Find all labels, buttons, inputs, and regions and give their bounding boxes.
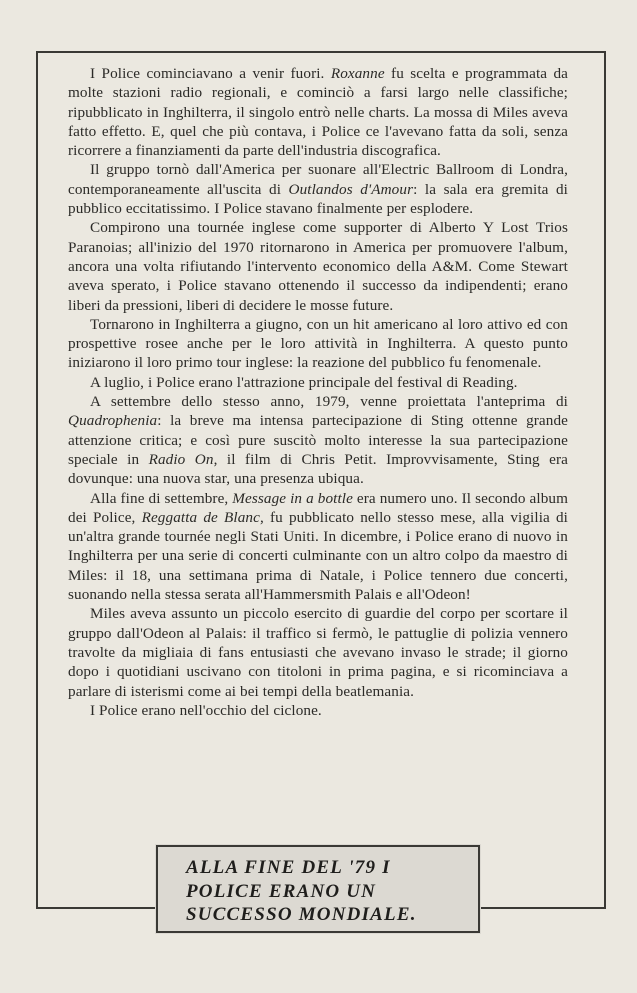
text-segment: : la sala era gremita di pubblico eccitatissimo. I Police stavano finalmente per esplodere. xyxy=(68,180,569,218)
text-segment: Miles aveva assunto un piccolo esercito di guardie del corpo per scortare il gruppo dall'Odeon al Palais: il traffico si fermò, le pattuglie di polizia vennero travolte da migliaia di fans entusiasti che avevano invaso le strade; il giorno dopo i quotidiani uscivano con titoloni in prima pagina, e si ricominciava a parlare di isterismi come ai bei tempi della beatlemania. xyxy=(68,605,568,700)
text-segment: Alla fine di settembre, xyxy=(90,489,233,507)
headline-line: POLICE ERANO UN xyxy=(186,880,377,902)
italic-title: Quadrophenia xyxy=(68,412,158,430)
paragraph xyxy=(68,218,568,314)
text-segment: fu scelta e programmata da molte stazioni radio regionali, e cominciò a farsi largo nelle classifiche; ripubblicato in Inghilterra, il singolo entrò nelle charts. La mossa di Miles aveva fatto effetto. E, quel che più contava, i Police ce l'avevano fatta da soli, senza ricorrere a finanziamenti da parte dell'industria discografica. xyxy=(68,65,569,160)
italic-title: Radio On xyxy=(148,450,214,468)
italic-title: Roxanne xyxy=(330,65,385,82)
text-segment: A luglio, i Police erano l'attrazione principale del festival di Reading. xyxy=(90,373,518,391)
paragraph xyxy=(68,64,568,160)
text-segment: : la breve ma intensa partecipazione di Sting ottenne grande attenzione critica; e così pure suscitò molto interesse la sua partecipazione speciale in xyxy=(68,412,568,468)
text-segment: I Police erano nell'occhio del ciclone. xyxy=(90,701,322,719)
text-segment: , il film di Chris Petit. Improvvisamente, Sting era dovunque: una nuova star, una presenza ubiqua. xyxy=(68,450,569,488)
paragraph xyxy=(68,315,568,373)
text-segment: A settembre dello stesso anno, 1979, venne proiettata l'anteprima di xyxy=(90,393,568,411)
text-segment: , fu pubblicato nello stesso mese, alla vigilia di un'altra grande tournée negli Stati Uniti. In dicembre, i Police erano di nuovo in Inghilterra per una serie di concerti culminante con un altro colpo da maestro di Miles: il 18, una settimana prima di Natale, i Police tennero due concerti, suonando nella stessa serata all'Hammersmith Palais e all'Odeon! xyxy=(68,508,569,604)
headline xyxy=(186,856,417,927)
text-segment: Compirono una tournée inglese come supporter di Alberto Y Lost Trios Paranoias; all'inizio del 1970 ritornarono in America per promuovere l'album, ancora una volta rifiutando l'intervento economico della A&M. Come Stewart aveva sperato, i Police stavano ottenendo il successo da indipendenti; erano liberi da pressioni, liberi di decidere le mosse future. xyxy=(68,219,568,314)
text-segment: I Police cominciavano a venir fuori. xyxy=(90,65,331,82)
body-text xyxy=(68,64,568,720)
headline-line: SUCCESSO MONDIALE. xyxy=(186,904,417,925)
paragraph xyxy=(68,604,568,700)
italic-title: Outlandos d'Amour xyxy=(288,180,414,198)
paragraph xyxy=(68,373,568,392)
paragraph xyxy=(68,160,568,218)
paragraph xyxy=(68,489,568,605)
italic-title: Reggatta de Blanc xyxy=(141,508,260,526)
paragraph xyxy=(68,392,568,488)
paragraph xyxy=(68,701,568,720)
text-segment: era numero uno. Il secondo album dei Police, xyxy=(68,489,568,526)
text-segment: Tornarono in Inghilterra a giugno, con un hit americano al loro attivo ed con prospettive rosee anche per le loro attività in Inghilterra. A questo punto iniziarono il loro primo tour inglese: la reazione del pubblico fu fenomenale. xyxy=(68,315,568,372)
text-segment: Il gruppo tornò dall'America per suonare all'Electric Ballroom di Londra, contemporaneamente all'uscita di xyxy=(68,161,568,198)
italic-title: Message in a bottle xyxy=(232,489,353,507)
headline-line: ALLA FINE DEL '79 I xyxy=(186,857,391,878)
headline-box xyxy=(156,845,480,933)
